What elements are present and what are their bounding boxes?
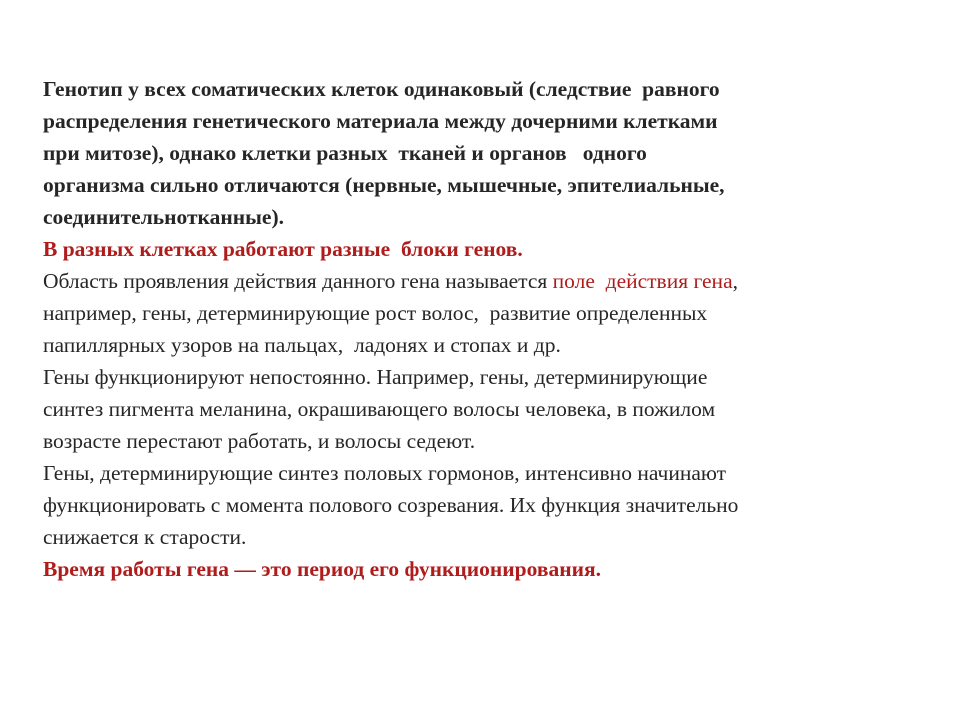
gene-field-text-end: , например, гены, детерминирующие рост волос, развитие определенных папиллярных узоров на пальцах, ладонях и стопах и др.: [43, 269, 738, 357]
slide-body: [43, 73, 923, 585]
paragraph-hormones: Гены, детерминирующие синтез половых гормонов, интенсивно начинают функционировать с момента полового созревания. Их функция значительно снижается к старости.: [43, 461, 739, 549]
gene-field-text-start: Область проявления действия данного гена называется: [43, 269, 553, 293]
paragraph-gene-time: Время работы гена — это период его функционирования.: [43, 557, 601, 581]
gene-field-term: поле действия гена: [552, 269, 733, 293]
paragraph-genotype: Генотип у всех соматических клеток одинаковый (следствие равного распределения генетического материала между дочерними клетками при митозе), однако клетки разных тканей и органов одного организма сильно отличаются (нервные, мышечные, эпителиальные, соединительнотканные).: [43, 77, 725, 229]
paragraph-gene-blocks: В разных клетках работают разные блоки генов.: [43, 237, 523, 261]
paragraph-gene-field: [43, 265, 923, 361]
paragraph-melanin: Гены функционируют непостоянно. Например, гены, детерминирующие синтез пигмента меланина, окрашивающего волосы человека, в пожилом возрасте перестают работать, и волосы седеют.: [43, 365, 716, 453]
